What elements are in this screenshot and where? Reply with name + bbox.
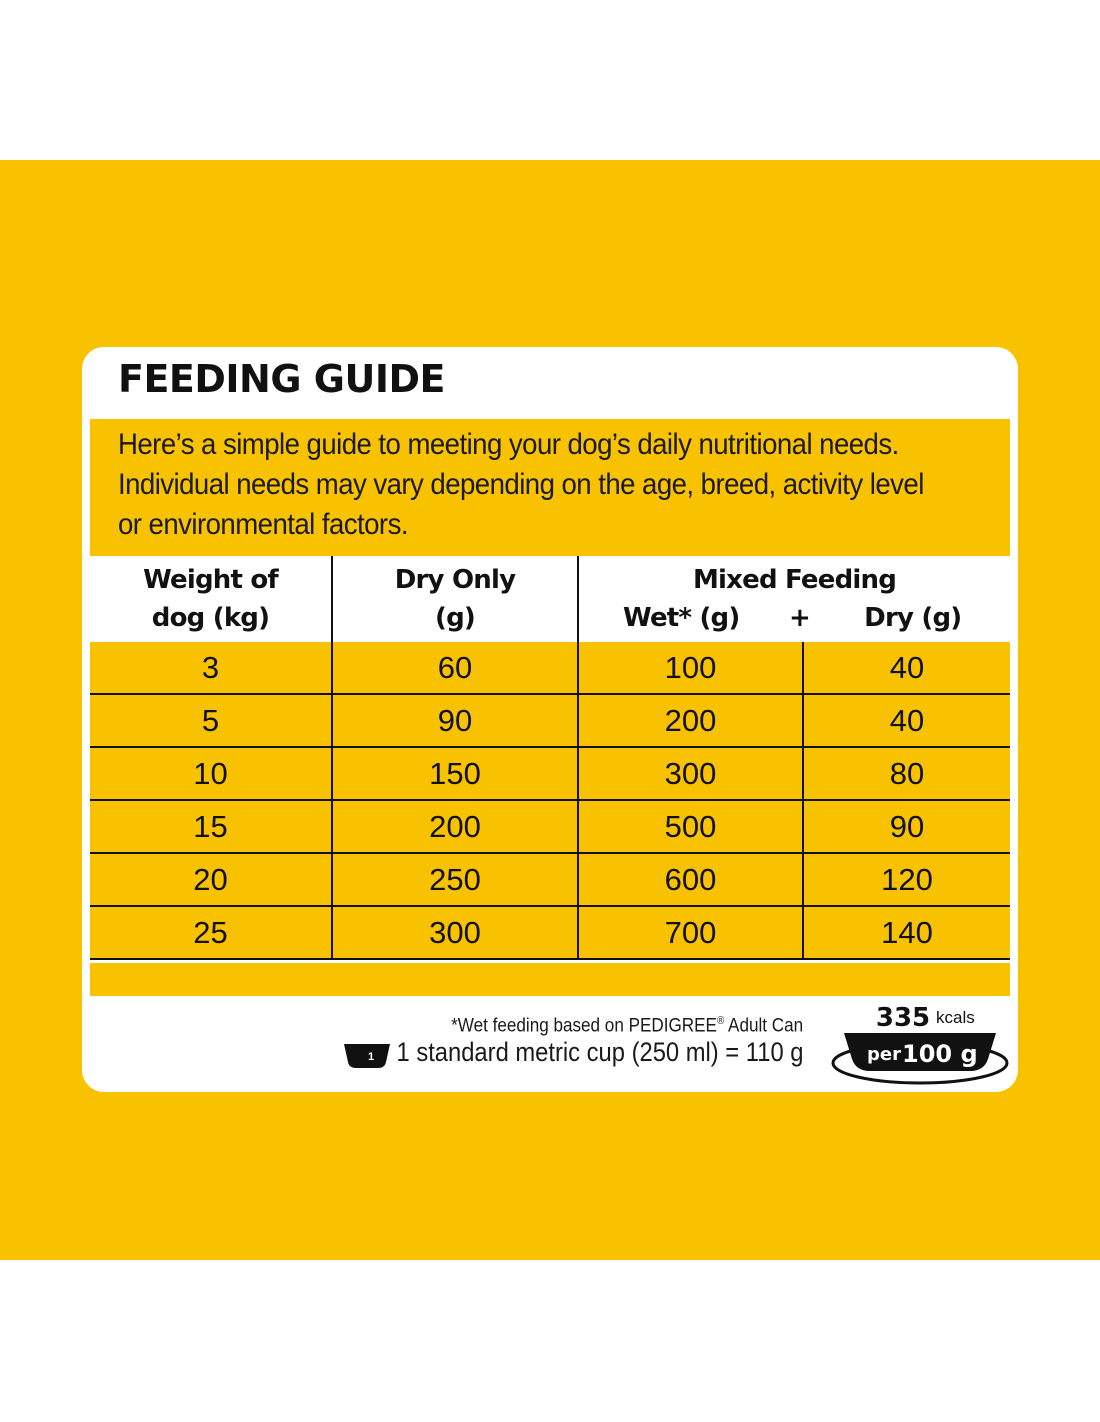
cup-icon-label: 1 bbox=[367, 1051, 375, 1063]
header-weight-line2: dog (kg) bbox=[151, 603, 270, 633]
header-mixed-feeding bbox=[578, 556, 1010, 642]
footnote-text-end: Adult Can bbox=[724, 1015, 803, 1037]
page-title: FEEDING GUIDE bbox=[118, 357, 445, 401]
cell-dry-only: 90 bbox=[332, 694, 578, 747]
cell-wet: 600 bbox=[578, 853, 803, 906]
bowl-icon bbox=[830, 999, 1010, 1089]
cell-weight: 10 bbox=[90, 747, 332, 800]
cell-wet: 700 bbox=[578, 906, 803, 959]
cell-wet: 300 bbox=[578, 747, 803, 800]
cell-dry: 80 bbox=[803, 747, 1010, 800]
feeding-table bbox=[90, 556, 1010, 960]
header-weight-line1: Weight of bbox=[143, 565, 278, 595]
table-header-row bbox=[90, 556, 1010, 642]
cup-icon bbox=[342, 1040, 392, 1070]
table-row bbox=[90, 853, 1010, 906]
intro-box bbox=[90, 419, 1010, 556]
cell-dry-only: 60 bbox=[332, 642, 578, 694]
header-weight bbox=[90, 556, 332, 642]
per-amount: 100 g bbox=[902, 1040, 978, 1068]
wet-feeding-footnote bbox=[451, 1015, 803, 1037]
cup-measure-text: 1 standard metric cup (250 ml) = 110 g bbox=[396, 1037, 803, 1067]
header-dry-only bbox=[332, 556, 578, 642]
cell-weight: 15 bbox=[90, 800, 332, 853]
cell-weight: 3 bbox=[90, 642, 332, 694]
header-wet: Wet* (g) bbox=[623, 603, 740, 633]
cell-dry-only: 150 bbox=[332, 747, 578, 800]
cell-wet: 200 bbox=[578, 694, 803, 747]
header-dry-only-line2: (g) bbox=[435, 603, 475, 633]
table-row bbox=[90, 906, 1010, 959]
cell-dry: 90 bbox=[803, 800, 1010, 853]
cell-dry: 140 bbox=[803, 906, 1010, 959]
header-dry: Dry (g) bbox=[864, 603, 962, 633]
kcal-value: 335 bbox=[875, 1003, 931, 1033]
intro-line: or environmental factors. bbox=[118, 508, 408, 541]
registered-mark: ® bbox=[716, 1015, 725, 1027]
intro-line: Individual needs may vary depending on the age, breed, activity level bbox=[118, 468, 924, 501]
cell-dry-only: 200 bbox=[332, 800, 578, 853]
cell-dry: 120 bbox=[803, 853, 1010, 906]
header-dry-only-line1: Dry Only bbox=[394, 565, 516, 595]
cell-weight: 5 bbox=[90, 694, 332, 747]
cell-dry-only: 300 bbox=[332, 906, 578, 959]
cell-wet: 500 bbox=[578, 800, 803, 853]
table-row bbox=[90, 747, 1010, 800]
cell-dry-only: 250 bbox=[332, 853, 578, 906]
table-row bbox=[90, 694, 1010, 747]
intro-line: Here’s a simple guide to meeting your dog’s daily nutritional needs. bbox=[118, 428, 899, 461]
cell-dry: 40 bbox=[803, 694, 1010, 747]
header-mixed-sub bbox=[579, 599, 1010, 637]
table-footer-band bbox=[90, 963, 1010, 996]
cell-weight: 20 bbox=[90, 853, 332, 906]
header-plus: + bbox=[789, 603, 810, 633]
kcal-unit: kcals bbox=[936, 1008, 975, 1027]
feeding-guide-card bbox=[82, 347, 1018, 1092]
footnote-text: *Wet feeding based on PEDIGREE bbox=[450, 1015, 717, 1037]
per-label: per bbox=[867, 1044, 901, 1065]
cell-weight: 25 bbox=[90, 906, 332, 959]
header-mixed-title: Mixed Feeding bbox=[692, 565, 897, 595]
cell-wet: 100 bbox=[578, 642, 803, 694]
cell-dry: 40 bbox=[803, 642, 1010, 694]
table-row bbox=[90, 800, 1010, 853]
table-row bbox=[90, 642, 1010, 694]
